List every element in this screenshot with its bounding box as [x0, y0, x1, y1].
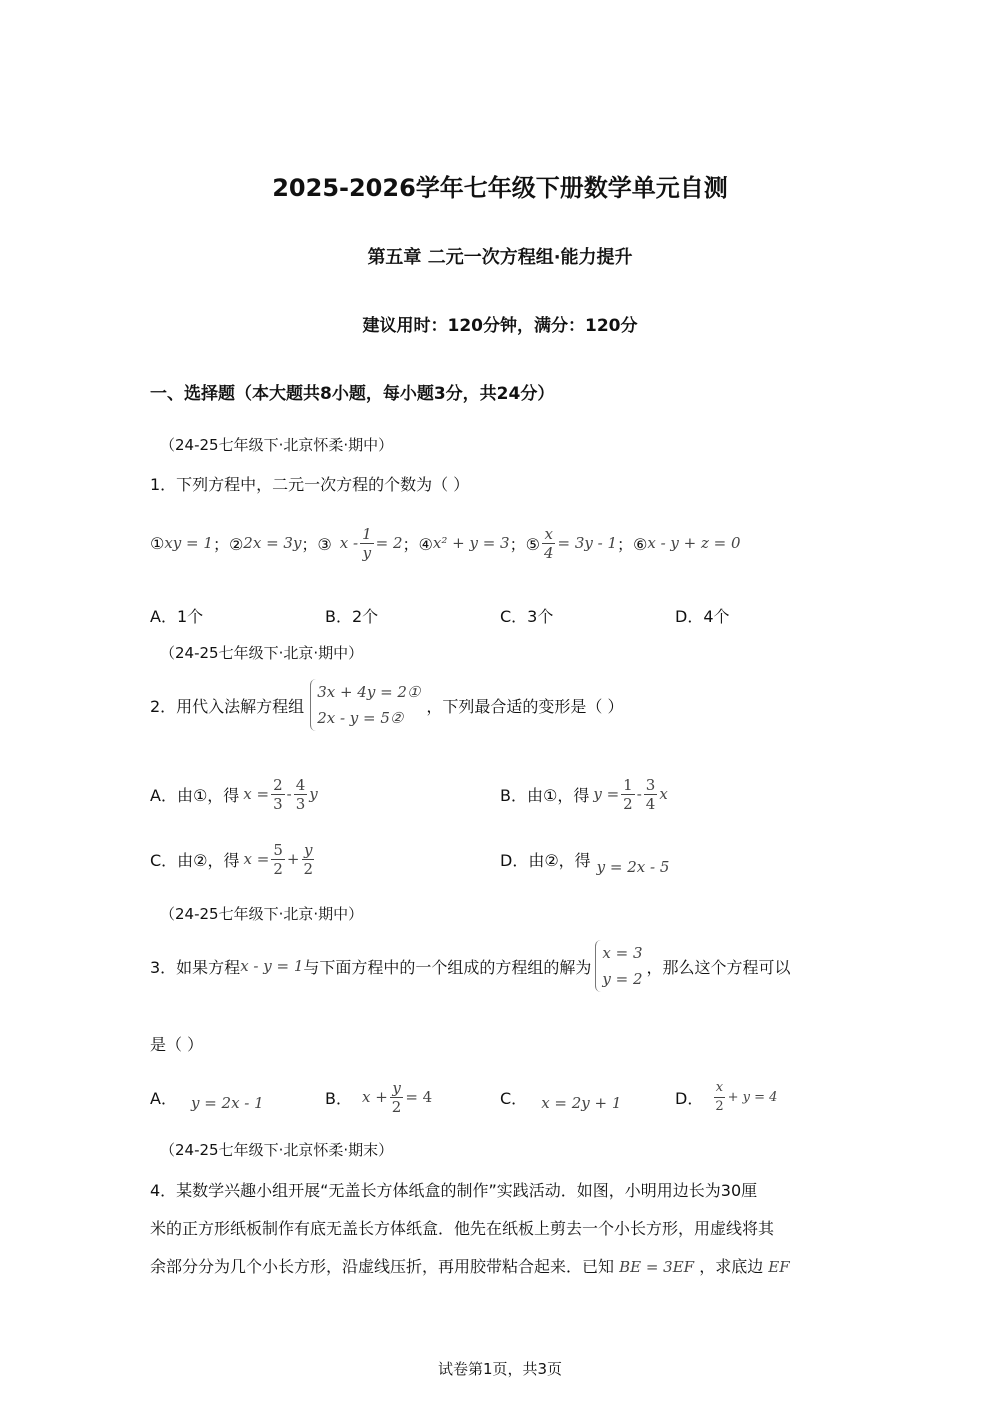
fraction — [301, 841, 315, 878]
fraction-denominator: y — [362, 543, 372, 562]
q3-source: （24-25七年级下·北京·期中） — [160, 905, 364, 923]
operator: - — [286, 785, 292, 803]
q3-solution-system — [595, 940, 642, 992]
q1-item-marker: ；⑥ — [617, 534, 648, 554]
q1-source: （24-25七年级下·北京怀柔·期中） — [160, 436, 394, 454]
q3-option-c[interactable] — [500, 1072, 621, 1122]
option-label: D． — [675, 1088, 704, 1108]
q3-option-a[interactable] — [150, 1072, 264, 1122]
option-tail: y — [309, 785, 318, 803]
q3-stem-text: 3．如果方程 — [150, 957, 241, 977]
operator: + — [286, 850, 300, 868]
q1-equation-list — [150, 515, 741, 571]
chapter-title: 第五章 二元一次方程组·能力提升 — [367, 247, 633, 268]
q1-eq3-part: x - — [339, 534, 359, 552]
option-pre: x + — [361, 1088, 388, 1106]
q2-stem-text-2: ，下列最合适的变形是（ ） — [426, 696, 624, 716]
fraction-denominator: 3 — [273, 794, 283, 813]
fraction-numerator: 1 — [362, 524, 372, 543]
q1-eq1: xy = 1 — [164, 534, 213, 552]
q3-option-b[interactable] — [325, 1072, 432, 1122]
option-label: A． — [150, 1088, 177, 1108]
q3-solution-x: x = 3 — [602, 944, 643, 962]
q3-stem-text-2: 与下面方程中的一个组成的方程组的解为 — [303, 957, 592, 977]
option-post: = 4 — [405, 1088, 433, 1106]
q1-item-marker: ；⑤ — [509, 534, 540, 554]
q1-eq5-fraction — [542, 525, 556, 562]
q1-eq4: x² + y = 3 — [432, 534, 510, 552]
section-heading: 一、选择题（本大题共8小题，每小题3分，共24分） — [150, 384, 555, 404]
q2-option-a[interactable] — [150, 769, 318, 819]
q1-eq3-fraction — [360, 525, 374, 562]
fraction-denominator: 2 — [623, 794, 633, 813]
q1-eq2: 2x = 3y — [243, 534, 302, 552]
operator: - — [636, 785, 642, 803]
q2-option-b[interactable] — [500, 769, 668, 819]
option-label: C．由②，得 — [150, 850, 240, 870]
option-expression: x = 2y + 1 — [541, 1094, 622, 1112]
fraction-denominator: 2 — [273, 859, 283, 878]
q4-line-2: 米的正方形纸板制作有底无盖长方体纸盒．他先在纸板上剪去一个小长方形，用虚线将其 — [150, 1219, 775, 1238]
fraction — [390, 1079, 404, 1116]
q2-stem — [150, 677, 624, 733]
option-label: B． — [325, 1088, 352, 1108]
fraction-denominator: 2 — [303, 859, 313, 878]
q1-option-b[interactable]: B．2个 — [325, 607, 379, 626]
page-footer: 试卷第1页，共3页 — [437, 1360, 563, 1378]
option-lhs: x = — [243, 785, 270, 803]
q3-equation: x - y = 1 — [240, 957, 304, 975]
q4-line-3-text-2: ，求底边 — [699, 1257, 764, 1276]
q3-stem-continued: 是（ ） — [150, 1035, 204, 1054]
q1-eq5-rhs: = 3y - 1 — [557, 534, 617, 552]
q3-solution-y: y = 2 — [602, 970, 643, 988]
q2-option-d[interactable] — [500, 834, 669, 884]
q4-line-3-text: 余部分分为几个小长方形，沿虚线压折，再用胶带粘合起来．已知 — [150, 1257, 615, 1276]
fraction-numerator: 4 — [295, 775, 306, 794]
q4-line-3 — [150, 1254, 790, 1277]
fraction-denominator: 3 — [295, 794, 306, 813]
q2-source: （24-25七年级下·北京·期中） — [160, 644, 364, 662]
fraction — [621, 776, 635, 813]
option-tail: x — [659, 785, 668, 803]
option-lhs: y = — [593, 785, 620, 803]
q1-stem: 1．下列方程中，二元一次方程的个数为（ ） — [150, 475, 470, 494]
option-expression: y = 2x - 1 — [190, 1094, 264, 1112]
q3-option-d[interactable] — [675, 1072, 777, 1122]
fraction-denominator: 4 — [645, 794, 656, 813]
q4-variable: EF — [768, 1258, 790, 1276]
fraction-denominator: 4 — [543, 543, 554, 562]
fraction — [271, 841, 285, 878]
q2-system-eq2: 2x - y = 5② — [317, 709, 404, 727]
option-post: + y = 4 — [727, 1089, 778, 1105]
fraction-numerator: x — [714, 1079, 725, 1098]
q1-item-marker: ；② — [212, 534, 244, 554]
option-label: B．由①，得 — [500, 785, 590, 805]
fraction-numerator: 1 — [623, 775, 633, 794]
fraction-numerator: 3 — [645, 775, 656, 794]
q2-equation-system — [310, 679, 420, 731]
time-and-score: 建议用时：120分钟，满分：120分 — [362, 316, 638, 336]
fraction-numerator: x — [544, 524, 553, 543]
q4-equation: BE = 3EF — [619, 1258, 695, 1276]
fraction-numerator: y — [303, 840, 313, 859]
q3-stem-text-3: ，那么这个方程可以 — [646, 957, 791, 977]
q1-item-marker: ① — [150, 533, 165, 553]
q1-eq6: x - y + z = 0 — [647, 534, 741, 552]
fraction — [713, 1079, 725, 1116]
option-label: C． — [500, 1088, 528, 1108]
q1-option-a[interactable]: A．1个 — [150, 607, 204, 626]
q2-option-c[interactable] — [150, 834, 317, 884]
fraction-numerator: 2 — [273, 775, 283, 794]
exam-title: 2025-2026学年七年级下册数学单元自测 — [272, 174, 728, 202]
fraction — [271, 776, 285, 813]
q4-line-1: 4．某数学兴趣小组开展“无盖长方体纸盒的制作”实践活动．如图，小明用边长为30厘 — [150, 1181, 758, 1200]
fraction-numerator: 5 — [273, 840, 283, 859]
fraction-denominator: 2 — [715, 1098, 724, 1114]
option-label: A．由①，得 — [150, 785, 240, 805]
q1-option-c[interactable]: C．3个 — [500, 607, 554, 626]
q1-eq3-rhs: = 2 — [375, 534, 403, 552]
q1-item-marker: ；④ — [402, 534, 433, 554]
option-expression: y = 2x - 5 — [596, 858, 670, 876]
fraction — [644, 776, 658, 813]
q2-stem-text: 2．用代入法解方程组 — [150, 696, 305, 716]
option-lhs: x = — [243, 850, 270, 868]
q2-system-eq1: 3x + 4y = 2① — [317, 683, 421, 701]
q1-item-marker: ；③ — [301, 534, 332, 554]
option-label: D．由②，得 — [500, 850, 591, 870]
fraction-numerator: y — [392, 1078, 401, 1097]
q3-stem — [150, 938, 791, 994]
q4-source: （24-25七年级下·北京怀柔·期末） — [160, 1141, 394, 1159]
q1-option-d[interactable]: D．4个 — [675, 607, 730, 626]
fraction — [294, 776, 308, 813]
fraction-denominator: 2 — [391, 1097, 402, 1116]
